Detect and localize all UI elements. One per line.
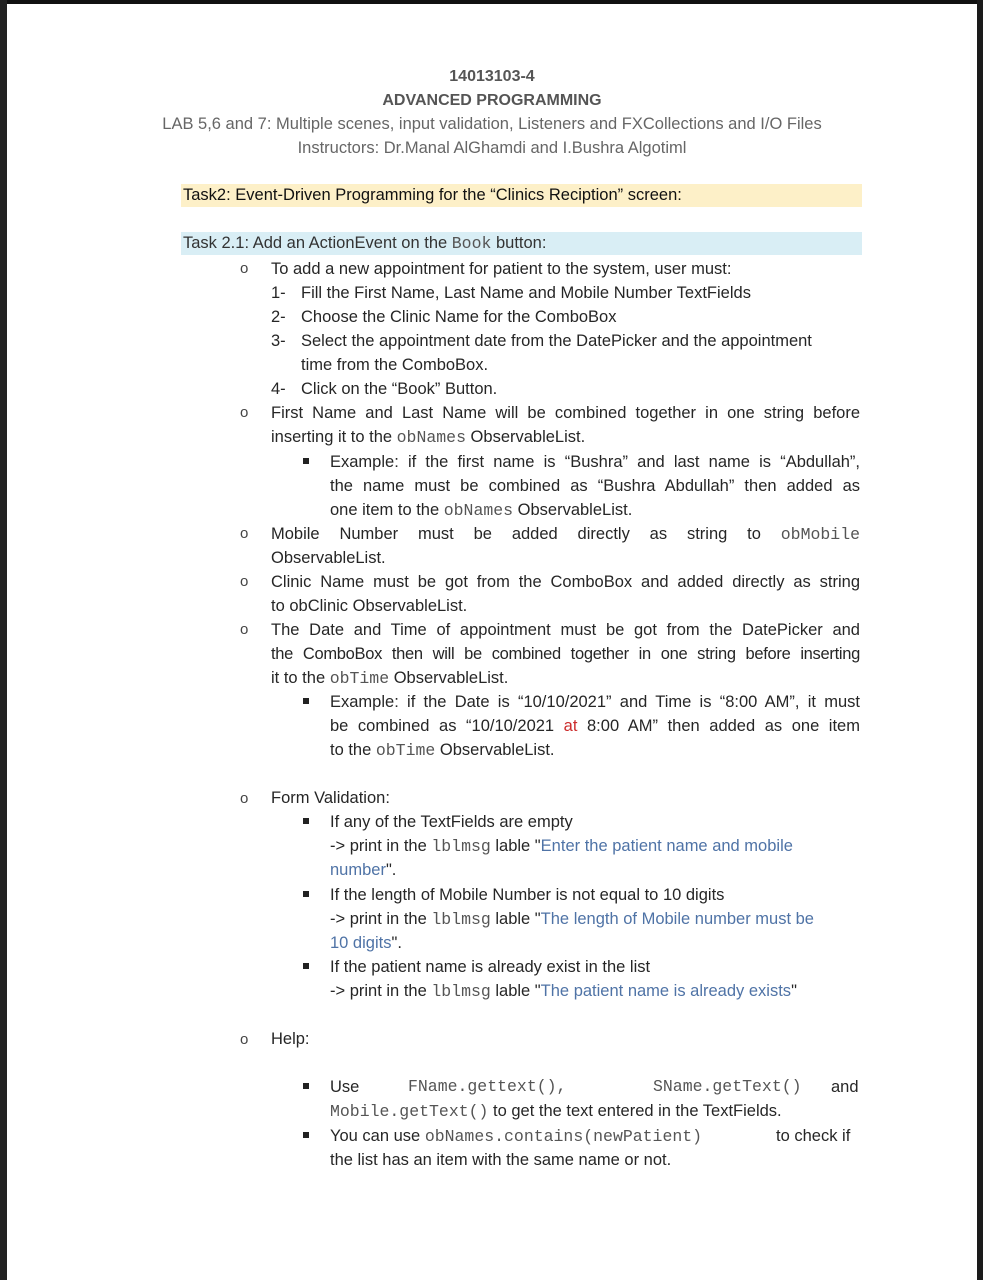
validation-rule2: If the length of Mobile Number is not equal to 10 digits bbox=[330, 886, 725, 904]
item5-line1: The Date and Time of appointment must be got from the DatePicker and bbox=[271, 621, 860, 639]
validation-rule3: If the patient name is already exist in the list bbox=[330, 958, 651, 976]
item2-example-line2: the name must be combined as “Bushra Abdullah” then added as bbox=[330, 477, 860, 495]
help-line3: You can use obNames.contains(newPatient) bbox=[330, 1127, 703, 1146]
circle-bullet-icon: o bbox=[240, 260, 249, 277]
step-4-text: Click on the “Book” Button. bbox=[301, 380, 498, 398]
item3-line2: ObservableList. bbox=[271, 549, 386, 567]
help-line3-end: to check if bbox=[776, 1127, 851, 1145]
task21-heading: Task 2.1: Add an ActionEvent on the Book button: bbox=[181, 232, 862, 255]
validation-rule3-msg: -> print in the lblmsg lable "The patient name is already exists" bbox=[330, 982, 797, 1001]
square-bullet-icon bbox=[303, 963, 309, 969]
item2-example-line1: Example: if the first name is “Bushra” and last name is “Abdullah”, bbox=[330, 453, 860, 471]
square-bullet-icon bbox=[303, 891, 309, 897]
square-bullet-icon bbox=[303, 458, 309, 464]
step-3-num: 3- bbox=[271, 332, 286, 350]
circle-bullet-icon: o bbox=[240, 621, 249, 638]
validation-title: Form Validation: bbox=[271, 789, 390, 807]
square-bullet-icon bbox=[303, 818, 309, 824]
step-2-num: 2- bbox=[271, 308, 286, 326]
validation-rule2-msg-cont: 10 digits". bbox=[330, 934, 402, 952]
scan-edge-left bbox=[0, 0, 7, 1280]
validation-rule1: If any of the TextFields are empty bbox=[330, 813, 573, 831]
step-3-cont: time from the ComboBox. bbox=[301, 356, 489, 374]
circle-bullet-icon: o bbox=[240, 404, 249, 421]
document-page bbox=[7, 4, 977, 1280]
help-use: Use bbox=[330, 1078, 360, 1096]
course-code: 14013103-4 bbox=[449, 68, 535, 85]
step-4-num: 4- bbox=[271, 380, 286, 398]
validation-rule1-msg-cont: number". bbox=[330, 861, 397, 879]
item3-line1: Mobile Number must be added directly as string to obMobile bbox=[271, 525, 860, 544]
circle-bullet-icon: o bbox=[240, 525, 249, 542]
help-code-fname: FName.gettext(), bbox=[408, 1077, 567, 1096]
item5-example-line2: be combined as “10/10/2021 at 8:00 AM” then added as one item bbox=[330, 717, 860, 735]
scan-edge-right bbox=[977, 0, 983, 1280]
square-bullet-icon bbox=[303, 1132, 309, 1138]
validation-rule2-msg: -> print in the lblmsg lable "The length of Mobile number must be bbox=[330, 910, 814, 929]
lab-title: LAB 5,6 and 7: Multiple scenes, input validation, Listeners and FXCollections and I/O Files bbox=[162, 115, 822, 133]
item2-example-line3: one item to the obNames ObservableList. bbox=[330, 501, 633, 520]
item5-line3: it to the obTime ObservableList. bbox=[271, 669, 509, 688]
help-line4: the list has an item with the same name or not. bbox=[330, 1151, 672, 1169]
help-and: and bbox=[831, 1078, 859, 1096]
validation-rule1-msg: -> print in the lblmsg lable "Enter the patient name and mobile bbox=[330, 837, 793, 856]
circle-bullet-icon: o bbox=[240, 573, 249, 590]
square-bullet-icon bbox=[303, 698, 309, 704]
instructors: Instructors: Dr.Manal AlGhamdi and I.Bushra Algotiml bbox=[297, 139, 687, 157]
item2-line2: inserting it to the obNames ObservableList. bbox=[271, 428, 586, 447]
item4-line2: to obClinic ObservableList. bbox=[271, 597, 468, 615]
help-line2: Mobile.getText() to get the text entered in the TextFields. bbox=[330, 1102, 782, 1121]
circle-bullet-icon: o bbox=[240, 790, 249, 807]
step-3-text: Select the appointment date from the DatePicker and the appointment bbox=[301, 332, 812, 350]
item4-line1: Clinic Name must be got from the ComboBox and added directly as string bbox=[271, 573, 860, 591]
item5-example-line1: Example: if the Date is “10/10/2021” and Time is “8:00 AM”, it must bbox=[330, 693, 860, 711]
circle-bullet-icon: o bbox=[240, 1031, 249, 1048]
square-bullet-icon bbox=[303, 1083, 309, 1089]
course-title: ADVANCED PROGRAMMING bbox=[382, 92, 602, 109]
step-1-num: 1- bbox=[271, 284, 286, 302]
item5-example-line3: to the obTime ObservableList. bbox=[330, 741, 555, 760]
step-2-text: Choose the Clinic Name for the ComboBox bbox=[301, 308, 617, 326]
item5-line2: the ComboBox then will be combined together in one string before inserting bbox=[271, 645, 860, 663]
help-title: Help: bbox=[271, 1030, 310, 1048]
step-1-text: Fill the First Name, Last Name and Mobile Number TextFields bbox=[301, 284, 751, 302]
task2-heading: Task2: Event-Driven Programming for the “Clinics Reciption” screen: bbox=[181, 184, 862, 207]
item1-intro: To add a new appointment for patient to the system, user must: bbox=[271, 260, 732, 278]
item2-line1: First Name and Last Name will be combined together in one string before bbox=[271, 404, 860, 422]
help-code-sname: SName.getText() bbox=[653, 1077, 802, 1096]
